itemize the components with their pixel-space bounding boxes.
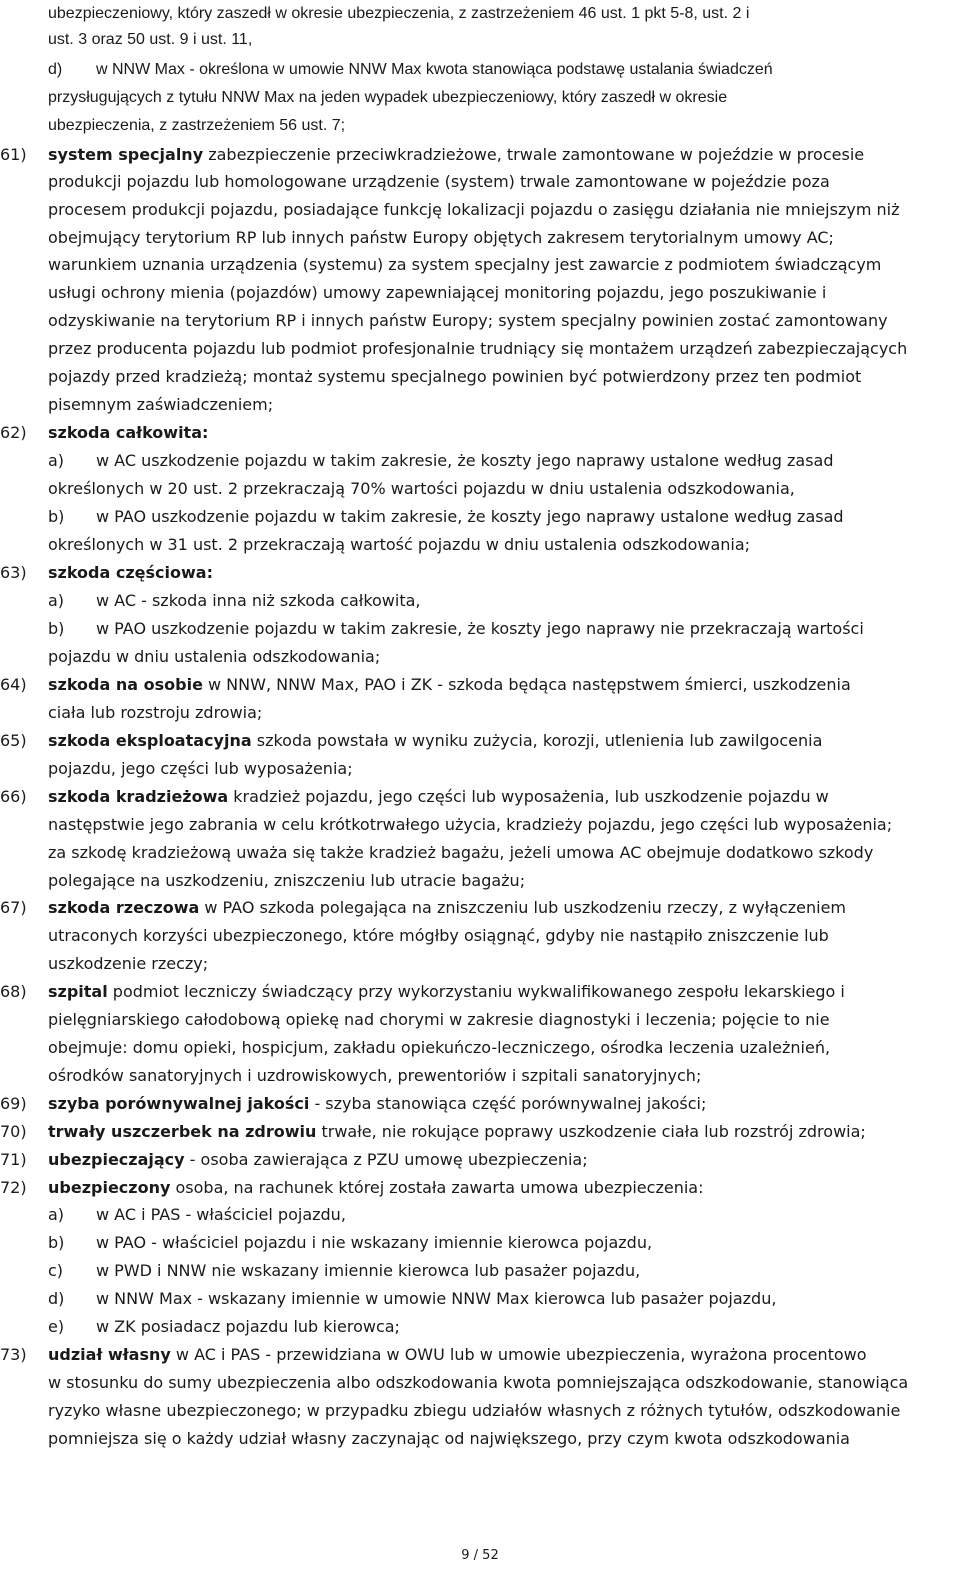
text-line	[96, 591, 421, 611]
definition-text: pojazdy przed kradzieżą; montaż systemu specjalnego powinien być potwierdzony przez ten podmiot	[48, 367, 862, 386]
defined-term: ubezpieczający	[48, 1150, 185, 1169]
definition-text: obejmuje: domu opieki, hospicjum, zakładu opiekuńczo-leczniczego, ośrodka leczenia uzależnień,	[48, 1038, 831, 1057]
definition-text: ubezpieczeniowy, który zaszedł w okresie ubezpieczenia, z zastrzeżeniem 46 ust. 1 pkt 5-8, ust. 2 i	[48, 5, 750, 22]
definition-text: pielęgniarskiego całodobową opiekę nad chorymi w zakresie diagnostyki i leczenia; pojęcie to nie	[48, 1010, 830, 1029]
definition-text: ust. 3 oraz 50 ust. 9 i ust. 11,	[48, 31, 253, 48]
text-line	[48, 703, 262, 723]
text-line	[48, 1401, 900, 1421]
text-line	[96, 1261, 640, 1281]
definition-text: ryzyko własne ubezpieczonego; w przypadku zbiegu udziałów własnych z różnych tytułów, odszkodowanie	[48, 1401, 901, 1420]
definition-text: w AC - szkoda inna niż szkoda całkowita,	[96, 591, 421, 610]
definition-text: - osoba zawierająca z PZU umowę ubezpieczenia;	[184, 1150, 588, 1169]
definition-text: usługi ochrony mienia (pojazdów) umowy zapewniającej monitoring pojazdu, jego poszukiwanie i	[48, 283, 827, 302]
text-line	[48, 1150, 588, 1170]
defined-term: szkoda częściowa:	[48, 563, 213, 582]
item-number: a)	[48, 1205, 65, 1224]
definition-text: w PAO szkoda polegająca na zniszczeniu lub uszkodzeniu rzeczy, z wyłączeniem	[199, 898, 847, 917]
item-number: 73)	[0, 1345, 27, 1364]
item-number: 62)	[0, 423, 27, 442]
item-number: 69)	[0, 1094, 27, 1113]
text-line	[48, 4, 749, 24]
definition-text: w PAO uszkodzenie pojazdu w takim zakresie, że koszty jego naprawy nie przekraczają wartości	[96, 619, 864, 638]
definition-text: pojazdu w dniu ustalenia odszkodowania;	[48, 647, 381, 666]
text-line	[48, 787, 829, 807]
item-number: b)	[48, 1233, 65, 1252]
item-number: d)	[48, 61, 63, 78]
item-number: b)	[48, 619, 65, 638]
text-line	[48, 116, 345, 136]
text-line	[48, 1373, 908, 1393]
definition-text: odzyskiwanie na terytorium RP i innych państw Europy; system specjalny powinien zostać zamontowany	[48, 311, 888, 330]
definition-text: warunkiem uznania urządzenia (systemu) za system specjalny jest zawarcie z podmiotem świadczącym	[48, 255, 882, 274]
text-line	[96, 1205, 346, 1225]
text-line	[48, 255, 881, 275]
item-number: d)	[48, 1289, 65, 1308]
defined-term: udział własny	[48, 1345, 171, 1364]
definition-text: w PAO uszkodzenie pojazdu w takim zakresie, że koszty jego naprawy ustalone według zasad	[96, 507, 844, 526]
text-line	[48, 926, 829, 946]
definition-text: pojazdu, jego części lub wyposażenia;	[48, 759, 353, 778]
item-number: 66)	[0, 787, 27, 806]
definition-text: następstwie jego zabrania w celu krótkotrwałego użycia, kradzieży pojazdu, jego części lub wyposażenia;	[48, 815, 893, 834]
text-line	[48, 1429, 850, 1449]
text-line	[48, 283, 826, 303]
text-line	[48, 479, 795, 499]
definition-text: kradzież pojazdu, jego części lub wyposażenia, lub uszkodzenie pojazdu w	[228, 787, 829, 806]
text-line	[48, 982, 845, 1002]
item-number: 64)	[0, 675, 27, 694]
text-line	[48, 200, 899, 220]
text-line	[48, 172, 830, 192]
text-line	[48, 367, 861, 387]
definition-text: trwałe, nie rokujące poprawy uszkodzenie ciała lub rozstrój zdrowia;	[316, 1122, 866, 1141]
definition-text: utraconych korzyści ubezpieczonego, które mógłby osiągnąć, gdyby nie nastąpiło zniszczenie lub	[48, 926, 829, 945]
definition-text: przysługujących z tytułu NNW Max na jeden wypadek ubezpieczeniowy, który zaszedł w okresie	[48, 89, 728, 106]
text-line	[48, 311, 888, 331]
definition-text: w NNW, NNW Max, PAO i ZK - szkoda będąca następstwem śmierci, uszkodzenia	[202, 675, 851, 694]
defined-term: szkoda kradzieżowa	[48, 787, 229, 806]
definition-text: szkoda powstała w wyniku zużycia, korozji, utlenienia lub zawilgocenia	[251, 731, 823, 750]
item-number: 72)	[0, 1178, 27, 1197]
item-number: 63)	[0, 563, 27, 582]
defined-term: trwały uszczerbek na zdrowiu	[48, 1122, 317, 1141]
text-line	[48, 843, 873, 863]
text-line	[48, 563, 213, 583]
definition-text: polegające na uszkodzeniu, zniszczeniu lub utracie bagażu;	[48, 871, 526, 890]
text-line	[48, 1038, 830, 1058]
text-line	[48, 1094, 706, 1114]
defined-term: ubezpieczony	[48, 1178, 171, 1197]
item-number: e)	[48, 1317, 65, 1336]
item-number: 71)	[0, 1150, 27, 1169]
item-number: 65)	[0, 731, 27, 750]
item-number: 68)	[0, 982, 27, 1001]
text-line	[48, 759, 353, 779]
definition-text: w AC i PAS - przewidziana w OWU lub w umowie ubezpieczenia, wyrażona procentowo	[170, 1345, 867, 1364]
text-line	[96, 507, 844, 527]
definition-text: określonych w 31 ust. 2 przekraczają wartość pojazdu w dniu ustalenia odszkodowania;	[48, 535, 751, 554]
item-number: 70)	[0, 1122, 27, 1141]
definition-text: za szkodę kradzieżową uważa się także kradzież bagażu, jeżeli umowa AC obejmuje dodatkowo szkody	[48, 843, 874, 862]
text-line	[48, 339, 907, 359]
text-line	[48, 228, 834, 248]
text-line	[48, 675, 851, 695]
definition-text: w NNW Max - wskazany imiennie w umowie NNW Max kierowca lub pasażer pojazdu,	[96, 1289, 777, 1308]
definition-text: określonych w 20 ust. 2 przekraczają 70% wartości pojazdu w dniu ustalenia odszkodowania,	[48, 479, 795, 498]
text-line	[48, 815, 892, 835]
item-number: a)	[48, 591, 65, 610]
item-number: b)	[48, 507, 65, 526]
defined-term: system specjalny	[48, 145, 204, 164]
defined-term: szyba porównywalnej jakości	[48, 1094, 310, 1113]
text-line	[48, 1010, 830, 1030]
text-line	[48, 731, 822, 751]
text-line	[48, 395, 273, 415]
item-number: c)	[48, 1261, 64, 1280]
text-line	[96, 1233, 652, 1253]
item-number: 61)	[0, 145, 27, 164]
definition-text: obejmujący terytorium RP lub innych państw Europy objętych zakresem terytorialnym umowy AC;	[48, 228, 834, 247]
definition-text: w NNW Max - określona w umowie NNW Max kwota stanowiąca podstawę ustalania świadczeń	[96, 61, 773, 78]
text-line	[48, 1066, 701, 1086]
text-line	[96, 451, 834, 471]
text-line	[48, 88, 727, 108]
definition-text: uszkodzenie rzeczy;	[48, 954, 209, 973]
definition-text: w stosunku do sumy ubezpieczenia albo odszkodowania kwota pomniejszająca odszkodowanie, stanowiąca	[48, 1373, 909, 1392]
text-line	[48, 30, 252, 50]
item-number: a)	[48, 451, 65, 470]
definition-text: pisemnym zaświadczeniem;	[48, 395, 274, 414]
text-line	[48, 898, 846, 918]
text-line	[48, 1122, 866, 1142]
text-line	[96, 619, 864, 639]
defined-term: szpital	[48, 982, 108, 1001]
definition-text: w PAO - właściciel pojazdu i nie wskazany imiennie kierowca pojazdu,	[96, 1233, 653, 1252]
text-line	[48, 423, 208, 443]
text-line	[96, 60, 773, 80]
text-line	[48, 535, 750, 555]
definition-text: osoba, na rachunek której została zawarta umowa ubezpieczenia:	[170, 1178, 704, 1197]
definition-text: podmiot leczniczy świadczący przy wykorzystaniu wykwalifikowanego zespołu lekarskiego i	[107, 982, 845, 1001]
definition-text: procesem produkcji pojazdu, posiadające funkcję lokalizacji pojazdu o zasięgu działania nie mniejszym niż	[48, 200, 900, 219]
definition-text: w PWD i NNW nie wskazany imiennie kierowca lub pasażer pojazdu,	[96, 1261, 641, 1280]
definition-text: w AC i PAS - właściciel pojazdu,	[96, 1205, 346, 1224]
definition-text: ośrodków sanatoryjnych i uzdrowiskowych, prewentoriów i szpitali sanatoryjnych;	[48, 1066, 702, 1085]
text-line	[48, 1345, 867, 1365]
item-number: 67)	[0, 898, 27, 917]
text-line	[96, 1317, 400, 1337]
page-number: 9 / 52	[461, 1548, 499, 1563]
definition-text: - szyba stanowiąca część porównywalnej jakości;	[309, 1094, 707, 1113]
definition-text: w ZK posiadacz pojazdu lub kierowca;	[96, 1317, 400, 1336]
definition-text: ciała lub rozstroju zdrowia;	[48, 703, 263, 722]
defined-term: szkoda całkowita:	[48, 423, 209, 442]
text-line	[48, 145, 864, 165]
text-line	[48, 647, 380, 667]
definition-text: w AC uszkodzenie pojazdu w takim zakresie, że koszty jego naprawy ustalone według zasad	[96, 451, 834, 470]
text-line	[48, 871, 525, 891]
text-line	[96, 1289, 776, 1309]
text-line	[48, 1178, 703, 1198]
definition-text: przez producenta pojazdu lub podmiot profesjonalnie trudniący się montażem urządzeń zabezpieczających	[48, 339, 908, 358]
defined-term: szkoda na osobie	[48, 675, 203, 694]
defined-term: szkoda rzeczowa	[48, 898, 200, 917]
defined-term: szkoda eksploatacyjna	[48, 731, 252, 750]
text-line	[48, 954, 208, 974]
definition-text: produkcji pojazdu lub homologowane urządzenie (system) trwale zamontowane w pojeździe poza	[48, 172, 830, 191]
definition-text: pomniejsza się o każdy udział własny zaczynając od największego, przy czym kwota odszkodowania	[48, 1429, 850, 1448]
definition-text: zabezpieczenie przeciwkradzieżowe, trwale zamontowane w pojeździe w procesie	[203, 145, 865, 164]
definition-text: ubezpieczenia, z zastrzeżeniem 56 ust. 7;	[48, 117, 346, 134]
